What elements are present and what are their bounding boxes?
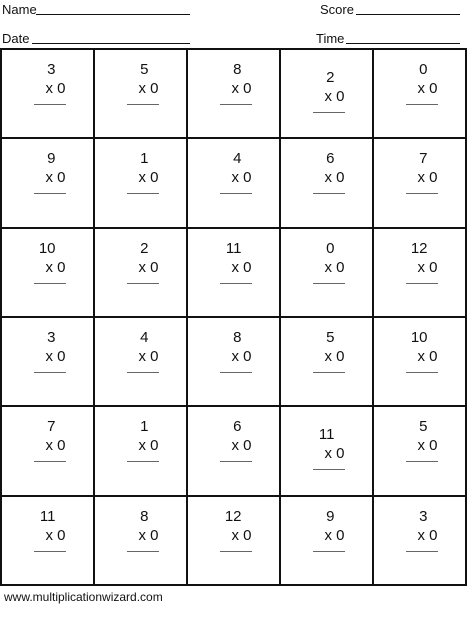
multiplicand: 7 xyxy=(47,418,56,436)
multiplier: 0 xyxy=(150,80,159,97)
multiplier: 0 xyxy=(243,169,252,187)
answer-line[interactable] xyxy=(127,193,159,194)
multiplier-line xyxy=(309,444,345,463)
date-field xyxy=(2,31,29,47)
times-operator: x xyxy=(324,526,332,544)
multiplicand: 5 xyxy=(419,418,428,436)
problem-cell xyxy=(188,50,281,139)
problem-cell xyxy=(95,407,188,496)
times-operator: x xyxy=(417,526,425,544)
multiplier-line xyxy=(30,436,66,455)
multiplier-line xyxy=(402,436,438,455)
multiplier: 0 xyxy=(429,80,438,97)
multiplication-problem xyxy=(216,149,252,194)
multiplier: 0 xyxy=(150,526,159,544)
multiplication-problem xyxy=(309,149,345,194)
multiplier: 0 xyxy=(150,258,159,276)
date-input-line[interactable] xyxy=(32,43,190,44)
multiplication-problem xyxy=(402,507,438,552)
multiplier: 0 xyxy=(429,169,438,187)
multiplication-problem xyxy=(30,149,66,194)
multiplier-line xyxy=(123,79,159,98)
multiplication-problem xyxy=(123,328,159,373)
multiplier-line xyxy=(123,258,159,277)
multiplicand: 4 xyxy=(140,329,149,346)
problem-cell xyxy=(374,318,467,407)
multiplier: 0 xyxy=(57,437,66,455)
problem-cell xyxy=(95,497,188,586)
multiplication-problem xyxy=(216,328,252,373)
answer-line[interactable] xyxy=(34,551,66,552)
multiplier-line xyxy=(309,347,345,366)
multiplication-problem xyxy=(402,417,438,462)
answer-line[interactable] xyxy=(406,461,438,462)
multiplier: 0 xyxy=(150,169,159,187)
multiplier-line xyxy=(30,347,66,366)
multiplicand: 5 xyxy=(140,61,149,78)
answer-line[interactable] xyxy=(406,283,438,284)
answer-line[interactable] xyxy=(406,372,438,373)
answer-line[interactable] xyxy=(34,283,66,284)
multiplier: 0 xyxy=(429,348,438,365)
problem-cell xyxy=(281,318,374,407)
multiplication-problem xyxy=(30,328,66,373)
times-operator: x xyxy=(45,80,53,97)
multiplier-line xyxy=(402,79,438,98)
problem-cell xyxy=(281,139,374,228)
answer-line[interactable] xyxy=(406,193,438,194)
multiplicand: 3 xyxy=(47,61,56,78)
multiplier: 0 xyxy=(57,526,66,544)
score-label: Score xyxy=(320,2,354,17)
multiplicand: 7 xyxy=(419,150,428,168)
multiplicand: 2 xyxy=(326,69,335,86)
multiplication-problem xyxy=(309,425,345,470)
multiplier-line xyxy=(309,87,345,106)
multiplicand: 2 xyxy=(140,239,149,257)
date-label: Date xyxy=(2,31,30,46)
multiplier-line xyxy=(30,258,66,277)
multiplicand: 11 xyxy=(39,507,56,525)
problem-cell xyxy=(188,229,281,318)
times-operator: x xyxy=(231,258,239,276)
multiplier: 0 xyxy=(243,80,252,97)
problem-cell xyxy=(374,407,467,496)
multiplier: 0 xyxy=(243,526,252,544)
time-input-line[interactable] xyxy=(346,43,460,44)
multiplication-problem xyxy=(123,417,159,462)
problem-cell xyxy=(95,139,188,228)
answer-line[interactable] xyxy=(313,112,345,113)
multiplier-line xyxy=(216,347,252,366)
times-operator: x xyxy=(138,258,146,276)
multiplicand: 12 xyxy=(410,239,428,257)
multiplier-line xyxy=(123,526,159,545)
times-operator: x xyxy=(138,169,146,187)
multiplier: 0 xyxy=(57,258,66,276)
problem-grid xyxy=(0,48,467,586)
multiplicand: 10 xyxy=(38,239,56,257)
multiplier: 0 xyxy=(243,348,252,365)
multiplier-line xyxy=(402,526,438,545)
problem-cell xyxy=(95,318,188,407)
problem-cell xyxy=(95,229,188,318)
multiplier-line xyxy=(216,168,252,187)
multiplicand: 8 xyxy=(233,329,242,346)
name-field xyxy=(2,2,37,18)
times-operator: x xyxy=(138,80,146,97)
multiplicand: 0 xyxy=(419,61,428,78)
times-operator: x xyxy=(45,526,53,544)
score-input-line[interactable] xyxy=(356,14,460,15)
answer-line[interactable] xyxy=(127,461,159,462)
answer-line[interactable] xyxy=(34,193,66,194)
multiplier: 0 xyxy=(57,80,66,97)
multiplicand: 12 xyxy=(224,507,242,525)
times-operator: x xyxy=(45,169,53,187)
time-label: Time xyxy=(316,31,345,46)
times-operator: x xyxy=(138,348,146,365)
answer-line[interactable] xyxy=(406,551,438,552)
answer-line[interactable] xyxy=(220,193,252,194)
times-operator: x xyxy=(231,348,239,365)
times-operator: x xyxy=(324,445,332,463)
multiplier-line xyxy=(30,526,66,545)
problem-cell xyxy=(281,407,374,496)
times-operator: x xyxy=(231,526,239,544)
multiplication-problem xyxy=(30,417,66,462)
problem-cell xyxy=(2,139,95,228)
name-input-line[interactable] xyxy=(36,14,190,15)
answer-line[interactable] xyxy=(313,469,345,470)
multiplier-line xyxy=(309,258,345,277)
problem-cell xyxy=(95,50,188,139)
multiplicand: 10 xyxy=(410,329,428,346)
times-operator: x xyxy=(45,437,53,455)
answer-line[interactable] xyxy=(34,104,66,105)
multiplicand: 1 xyxy=(140,418,149,436)
multiplication-problem xyxy=(309,328,345,373)
website-footer: www.multiplicationwizard.com xyxy=(4,590,163,604)
multiplier-line xyxy=(402,168,438,187)
answer-line[interactable] xyxy=(127,551,159,552)
score-field xyxy=(320,2,354,18)
multiplier: 0 xyxy=(150,348,159,365)
multiplier-line xyxy=(123,347,159,366)
multiplicand: 8 xyxy=(233,61,242,78)
multiplier: 0 xyxy=(336,526,345,544)
answer-line[interactable] xyxy=(313,551,345,552)
multiplicand: 5 xyxy=(326,329,335,346)
multiplication-problem xyxy=(216,239,252,284)
problem-cell xyxy=(188,139,281,228)
answer-line[interactable] xyxy=(313,193,345,194)
problem-cell xyxy=(374,497,467,586)
name-label: Name xyxy=(2,2,37,17)
multiplier-line xyxy=(309,526,345,545)
multiplier-line xyxy=(402,347,438,366)
multiplicand: 3 xyxy=(419,507,428,525)
multiplier-line xyxy=(123,436,159,455)
multiplier-line xyxy=(30,168,66,187)
multiplication-problem xyxy=(216,417,252,462)
multiplier: 0 xyxy=(429,437,438,455)
multiplier: 0 xyxy=(243,437,252,455)
multiplicand: 11 xyxy=(318,426,335,444)
multiplicand: 11 xyxy=(225,239,242,257)
multiplicand: 6 xyxy=(326,150,335,168)
multiplication-problem xyxy=(216,507,252,552)
problem-cell xyxy=(188,407,281,496)
answer-line[interactable] xyxy=(220,551,252,552)
answer-line[interactable] xyxy=(127,104,159,105)
times-operator: x xyxy=(231,437,239,455)
times-operator: x xyxy=(45,348,53,365)
multiplicand: 9 xyxy=(326,507,335,525)
multiplier: 0 xyxy=(243,258,252,276)
problem-cell xyxy=(281,497,374,586)
multiplicand: 0 xyxy=(326,239,335,257)
answer-line[interactable] xyxy=(220,372,252,373)
multiplication-problem xyxy=(30,60,66,105)
multiplier: 0 xyxy=(57,169,66,187)
multiplication-problem xyxy=(402,239,438,284)
multiplier-line xyxy=(216,436,252,455)
times-operator: x xyxy=(138,526,146,544)
problem-cell xyxy=(2,318,95,407)
multiplication-problem xyxy=(402,328,438,373)
multiplier: 0 xyxy=(336,258,345,276)
multiplicand: 6 xyxy=(233,418,242,436)
times-operator: x xyxy=(231,169,239,187)
times-operator: x xyxy=(324,258,332,276)
times-operator: x xyxy=(417,169,425,187)
times-operator: x xyxy=(138,437,146,455)
multiplication-problem xyxy=(309,507,345,552)
problem-cell xyxy=(188,318,281,407)
multiplication-problem xyxy=(216,60,252,105)
answer-line[interactable] xyxy=(34,372,66,373)
multiplier-line xyxy=(216,526,252,545)
multiplier: 0 xyxy=(150,437,159,455)
multiplier: 0 xyxy=(429,258,438,276)
multiplicand: 4 xyxy=(233,150,242,168)
problem-cell xyxy=(188,497,281,586)
multiplier-line xyxy=(123,168,159,187)
multiplier-line xyxy=(216,79,252,98)
time-field xyxy=(316,31,344,47)
multiplier: 0 xyxy=(336,88,345,105)
problem-cell xyxy=(281,50,374,139)
multiplication-problem xyxy=(30,507,66,552)
multiplier: 0 xyxy=(336,348,345,365)
times-operator: x xyxy=(324,88,332,105)
multiplication-problem xyxy=(309,68,345,113)
multiplier-line xyxy=(309,168,345,187)
times-operator: x xyxy=(324,348,332,365)
problem-cell xyxy=(374,50,467,139)
multiplicand: 3 xyxy=(47,329,56,346)
multiplier: 0 xyxy=(336,445,345,463)
multiplicand: 1 xyxy=(140,150,149,168)
multiplier-line xyxy=(30,79,66,98)
multiplication-problem xyxy=(402,149,438,194)
problem-cell xyxy=(2,229,95,318)
multiplier: 0 xyxy=(429,526,438,544)
multiplier: 0 xyxy=(57,348,66,365)
times-operator: x xyxy=(324,169,332,187)
answer-line[interactable] xyxy=(406,104,438,105)
times-operator: x xyxy=(417,258,425,276)
problem-cell xyxy=(2,50,95,139)
times-operator: x xyxy=(417,348,425,365)
multiplier-line xyxy=(402,258,438,277)
multiplication-problem xyxy=(123,60,159,105)
multiplication-problem xyxy=(402,60,438,105)
answer-line[interactable] xyxy=(220,461,252,462)
times-operator: x xyxy=(417,437,425,455)
times-operator: x xyxy=(45,258,53,276)
multiplier-line xyxy=(216,258,252,277)
answer-line[interactable] xyxy=(34,461,66,462)
problem-cell xyxy=(2,407,95,496)
multiplication-problem xyxy=(30,239,66,284)
multiplier: 0 xyxy=(336,169,345,187)
times-operator: x xyxy=(231,80,239,97)
problem-cell xyxy=(374,139,467,228)
multiplication-problem xyxy=(123,239,159,284)
times-operator: x xyxy=(417,80,425,97)
answer-line[interactable] xyxy=(220,283,252,284)
multiplication-problem xyxy=(123,507,159,552)
multiplication-problem xyxy=(309,239,345,284)
multiplicand: 8 xyxy=(140,507,149,525)
answer-line[interactable] xyxy=(127,283,159,284)
answer-line[interactable] xyxy=(220,104,252,105)
answer-line[interactable] xyxy=(127,372,159,373)
problem-cell xyxy=(2,497,95,586)
problem-cell xyxy=(374,229,467,318)
problem-cell xyxy=(281,229,374,318)
multiplicand: 9 xyxy=(47,150,56,168)
answer-line[interactable] xyxy=(313,372,345,373)
answer-line[interactable] xyxy=(313,283,345,284)
multiplication-problem xyxy=(123,149,159,194)
